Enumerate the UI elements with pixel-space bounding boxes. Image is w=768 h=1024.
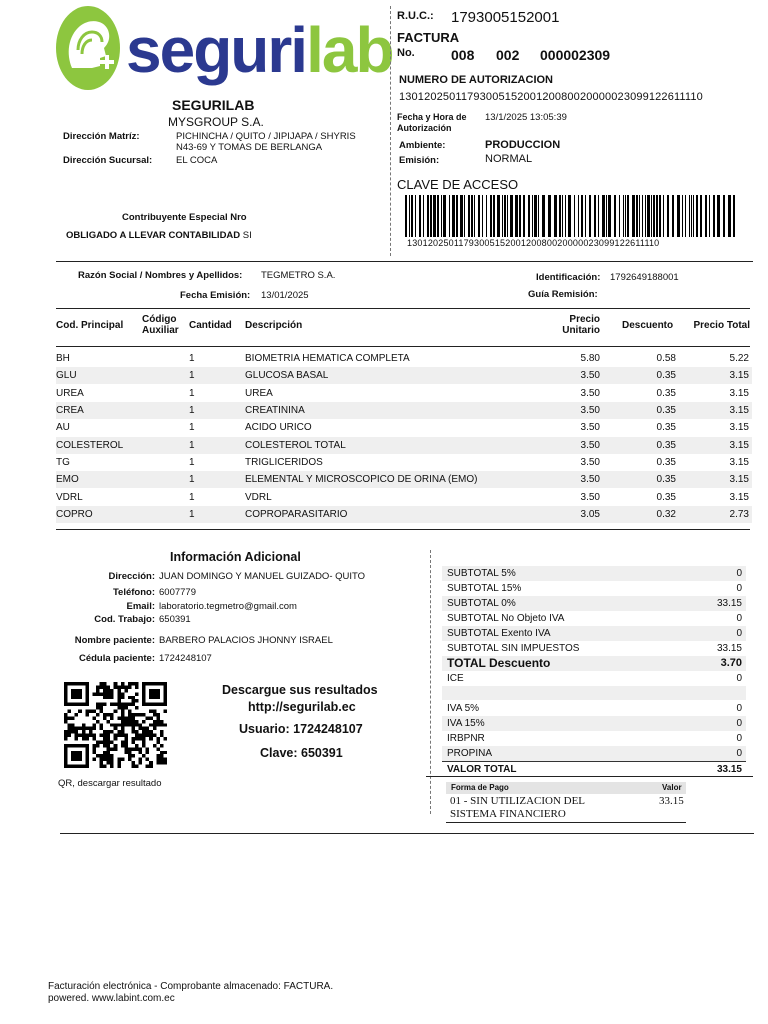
cell-qty: 1 <box>189 370 195 381</box>
cell-price: 3.50 <box>580 492 600 503</box>
table-row <box>56 437 752 454</box>
cell-qty: 1 <box>189 405 195 416</box>
invoice-number: 000002309 <box>540 47 611 63</box>
company-name: MYSGROUP S.A. <box>168 115 264 129</box>
valor-total-row: VALOR TOTAL 33.15 <box>442 761 746 777</box>
trabajo-label: Cod. Trabajo: <box>94 614 155 625</box>
cell-disc: 0.35 <box>656 370 676 381</box>
ambiente-value: PRODUCCION <box>485 139 561 151</box>
doc-type: FACTURA <box>397 30 460 45</box>
qr-code-image[interactable] <box>64 682 167 768</box>
download-line1: Descargue sus resultados <box>222 683 378 697</box>
matriz-value-line2: N43-69 Y TOMAS DE BERLANGA <box>176 142 323 153</box>
telefono-label: Teléfono: <box>112 587 155 598</box>
email-label: Email: <box>126 601 155 612</box>
valor-label: Valor <box>662 783 682 792</box>
cell-cod: COLESTEROL <box>56 440 124 451</box>
emision-label: Emisión: <box>399 155 440 166</box>
cell-disc: 0.35 <box>656 457 676 468</box>
cell-cod: TG <box>56 457 70 468</box>
autorizacion-label: NUMERO DE AUTORIZACION <box>399 74 553 86</box>
fecha-aut-label1: Fecha y Hora de <box>397 112 467 122</box>
cell-disc: 0.32 <box>656 509 676 520</box>
fecha-aut-label2: Autorización <box>397 123 452 133</box>
th-precio-2: Unitario <box>562 325 600 336</box>
table-row <box>56 471 752 488</box>
qr-caption: QR, descargar resultado <box>58 778 162 789</box>
cell-cod: BH <box>56 353 70 364</box>
clave-value: 1301202501179300515200120080020000023099122611110 <box>407 238 660 248</box>
table-row <box>56 454 752 471</box>
table-header-rule <box>56 346 750 347</box>
total-row: SUBTOTAL No Objeto IVA 0 <box>447 613 742 624</box>
table-row <box>56 367 752 384</box>
cell-desc: CREATININA <box>245 405 305 416</box>
irbpnr-row: IRBPNR 0 <box>447 733 742 744</box>
table-row <box>56 506 752 523</box>
cell-qty: 1 <box>189 422 195 433</box>
cell-qty: 1 <box>189 474 195 485</box>
fecha-aut-value: 13/1/2025 13:05:39 <box>485 112 567 123</box>
cedula-label: Cédula paciente: <box>78 653 155 664</box>
cell-total: 3.15 <box>729 370 749 381</box>
payment-header <box>446 782 686 794</box>
cell-desc: COPROPARASITARIO <box>245 509 348 520</box>
cell-total: 3.15 <box>729 405 749 416</box>
serie1: 008 <box>451 47 475 63</box>
cell-qty: 1 <box>189 440 195 451</box>
total-row: SUBTOTAL SIN IMPUESTOS 33.15 <box>447 643 742 654</box>
cell-disc: 0.35 <box>656 388 676 399</box>
cell-total: 3.15 <box>729 474 749 485</box>
ambiente-label: Ambiente: <box>399 140 446 151</box>
direccion-label: Dirección: <box>108 571 155 582</box>
sucursal-value: EL COCA <box>176 155 218 166</box>
totals-panel <box>442 566 746 776</box>
divider-bottom <box>60 833 754 834</box>
ruc-value: 1793005152001 <box>451 9 560 26</box>
cell-price: 3.50 <box>580 474 600 485</box>
cell-price: 3.50 <box>580 457 600 468</box>
table-row <box>56 489 752 506</box>
cell-price: 3.50 <box>580 370 600 381</box>
cell-total: 3.15 <box>729 440 749 451</box>
cell-desc: GLUCOSA BASAL <box>245 370 329 381</box>
payment-method-line1: 01 - SIN UTILIZACION DEL <box>450 795 586 807</box>
totals-bottom-rule <box>426 776 753 777</box>
cell-cod: CREA <box>56 405 84 416</box>
total-descuento-row: TOTAL Descuento 3.70 <box>442 656 746 671</box>
cell-qty: 1 <box>189 353 195 364</box>
th-total: Precio Total <box>693 320 750 331</box>
divider-top <box>56 261 753 262</box>
cell-disc: 0.58 <box>656 353 676 364</box>
th-descripcion: Descripción <box>245 320 303 331</box>
cell-desc: ELEMENTAL Y MICROSCOPICO DE ORINA (EMO) <box>245 474 478 485</box>
header-divider <box>390 6 391 256</box>
guia-label: Guía Remisión: <box>528 289 598 300</box>
cell-desc: ACIDO URICO <box>245 422 312 433</box>
identificacion-value: 1792649188001 <box>610 272 679 283</box>
cell-price: 3.05 <box>580 509 600 520</box>
identificacion-label: Identificación: <box>536 272 601 283</box>
payment-value: 33.15 <box>659 795 684 807</box>
cell-price: 5.80 <box>580 353 600 364</box>
barcode-image <box>405 195 738 237</box>
cell-qty: 1 <box>189 509 195 520</box>
footer-line2[interactable]: powered. www.labint.com.ec <box>48 993 175 1004</box>
contabilidad-line: OBLIGADO A LLEVAR CONTABILIDAD SI <box>66 230 252 241</box>
table-row <box>56 402 752 419</box>
segurilab-logo <box>56 6 393 90</box>
download-clave: Clave: 650391 <box>260 746 343 760</box>
table-top-rule <box>56 308 750 309</box>
ice-row: ICE 0 <box>447 673 742 684</box>
propina-row: PROPINA 0 <box>442 746 746 761</box>
cell-price: 3.50 <box>580 388 600 399</box>
table-row <box>56 350 752 367</box>
iva5-row: IVA 5% 0 <box>447 703 742 714</box>
table-row <box>56 419 752 436</box>
autorizacion-value: 1301202501179300515200120080020000023099122611110 <box>399 91 703 103</box>
info-title: Información Adicional <box>170 550 301 564</box>
clave-label: CLAVE DE ACCESO <box>397 177 519 192</box>
brand-name: SEGURILAB <box>172 97 255 113</box>
cell-cod: EMO <box>56 474 79 485</box>
cell-cod: COPRO <box>56 509 93 520</box>
paciente-value: BARBERO PALACIOS JHONNY ISRAEL <box>159 635 333 646</box>
logo-wordmark: segurilab <box>126 14 393 86</box>
iva15-row: IVA 15% 0 <box>442 716 746 731</box>
download-usuario: Usuario: 1724248107 <box>239 722 363 736</box>
cell-price: 3.50 <box>580 405 600 416</box>
total-row: SUBTOTAL Exento IVA 0 <box>442 626 746 641</box>
logo-head-icon <box>56 6 120 90</box>
cell-disc: 0.35 <box>656 474 676 485</box>
th-cod-aux-2: Auxiliar <box>142 325 179 336</box>
forma-pago-label: Forma de Pago <box>451 783 509 792</box>
razon-value: TEGMETRO S.A. <box>261 270 336 281</box>
cell-total: 3.15 <box>729 492 749 503</box>
th-descuento: Descuento <box>622 320 674 331</box>
cell-qty: 1 <box>189 388 195 399</box>
cell-total: 5.22 <box>729 353 749 364</box>
th-cod-aux-1: Código <box>142 314 177 325</box>
email-value: laboratorio.tegmetro@gmail.com <box>159 601 297 612</box>
cell-desc: TRIGLICERIDOS <box>245 457 323 468</box>
paciente-label: Nombre paciente: <box>74 635 155 646</box>
direccion-value: JUAN DOMINGO Y MANUEL GUIZADO- QUITO <box>159 571 366 582</box>
emision-value: NORMAL <box>485 153 533 165</box>
th-precio-1: Precio <box>569 314 600 325</box>
bottom-divider <box>430 550 431 814</box>
payment-rule <box>446 822 686 823</box>
trabajo-value: 650391 <box>159 614 191 625</box>
table-bottom-rule <box>56 529 750 530</box>
cell-disc: 0.35 <box>656 440 676 451</box>
matriz-label: Dirección Matríz: <box>63 131 140 142</box>
total-row: SUBTOTAL 5% 0 <box>442 566 746 581</box>
cell-total: 3.15 <box>729 422 749 433</box>
footer-line1: Facturación electrónica - Comprobante almacenado: FACTURA. <box>48 981 334 992</box>
cell-desc: COLESTEROL TOTAL <box>245 440 346 451</box>
ruc-label: R.U.C.: <box>397 10 434 22</box>
th-cod-principal: Cod. Principal <box>56 320 124 331</box>
telefono-value: 6007779 <box>159 587 196 598</box>
total-row: SUBTOTAL 15% 0 <box>447 583 742 594</box>
fecha-label: Fecha Emisión: <box>180 290 251 301</box>
cell-cod: UREA <box>56 388 84 399</box>
cell-price: 3.50 <box>580 440 600 451</box>
th-cantidad: Cantidad <box>189 320 232 331</box>
spacer-row <box>442 686 746 700</box>
sucursal-label: Dirección Sucursal: <box>63 155 153 166</box>
serie2: 002 <box>496 47 520 63</box>
cell-total: 3.15 <box>729 457 749 468</box>
matriz-value-line1: PICHINCHA / QUITO / JIPIJAPA / SHYRIS <box>176 131 356 142</box>
fecha-value: 13/01/2025 <box>261 290 309 301</box>
total-row: SUBTOTAL 0% 33.15 <box>442 596 746 611</box>
payment-method-line2: SISTEMA FINANCIERO <box>450 808 566 820</box>
cell-qty: 1 <box>189 492 195 503</box>
cell-disc: 0.35 <box>656 405 676 416</box>
cell-total: 3.15 <box>729 388 749 399</box>
cell-desc: VDRL <box>245 492 272 503</box>
cell-price: 3.50 <box>580 422 600 433</box>
cell-cod: GLU <box>56 370 77 381</box>
download-url[interactable]: http://segurilab.ec <box>248 700 356 714</box>
contribuyente-text: Contribuyente Especial Nro <box>122 212 247 223</box>
cell-qty: 1 <box>189 457 195 468</box>
cell-desc: BIOMETRIA HEMATICA COMPLETA <box>245 353 410 364</box>
cell-total: 2.73 <box>729 509 749 520</box>
cell-disc: 0.35 <box>656 422 676 433</box>
cedula-value: 1724248107 <box>159 653 212 664</box>
cell-cod: AU <box>56 422 70 433</box>
razon-label: Razón Social / Nombres y Apellidos: <box>78 270 243 281</box>
cell-cod: VDRL <box>56 492 83 503</box>
table-row <box>56 385 752 402</box>
cell-disc: 0.35 <box>656 492 676 503</box>
no-label: No. <box>397 47 415 59</box>
cell-desc: UREA <box>245 388 273 399</box>
